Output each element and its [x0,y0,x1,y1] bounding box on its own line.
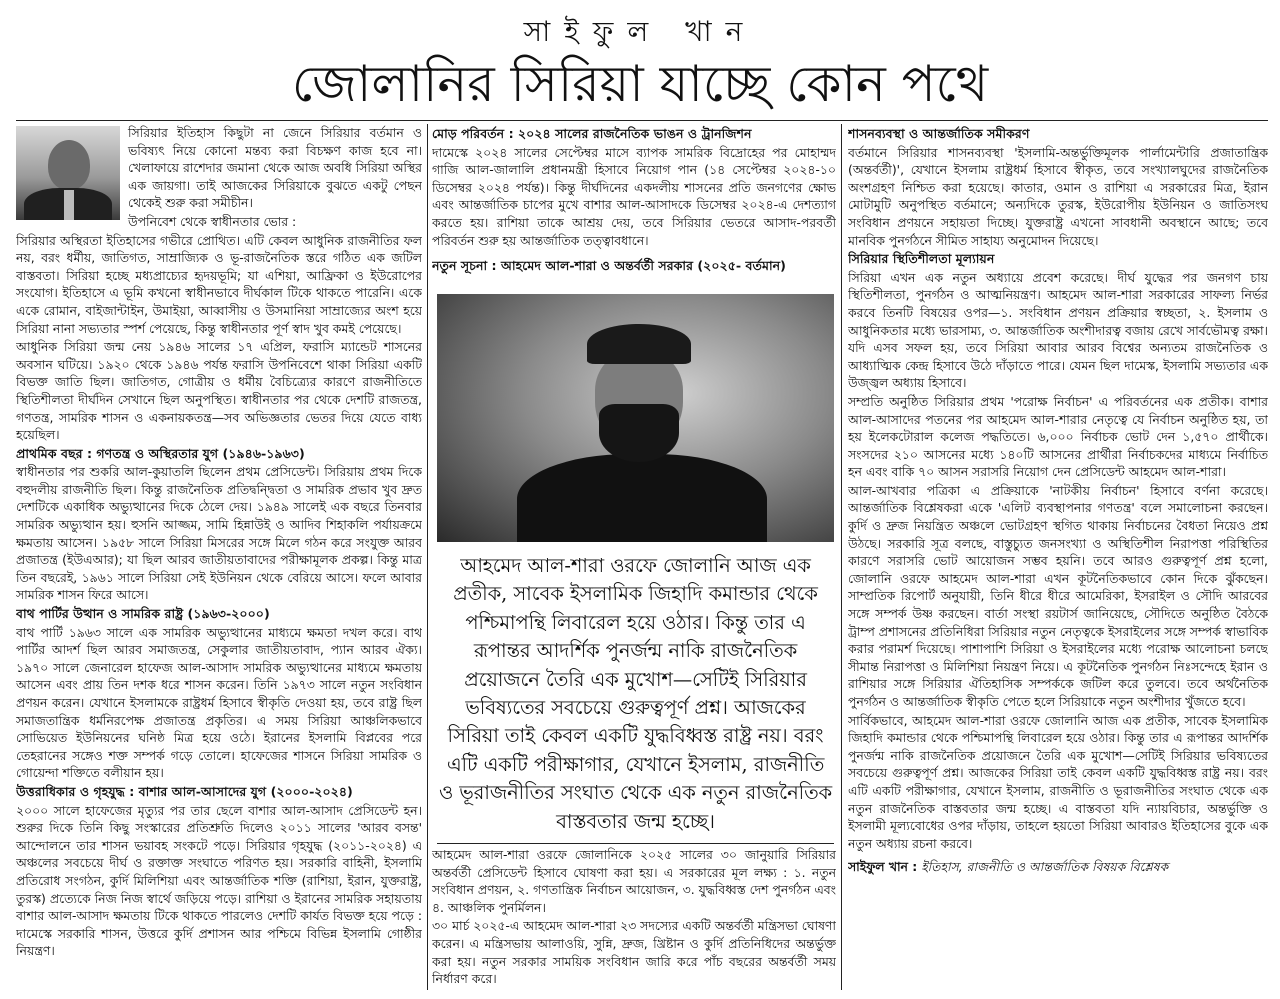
paragraph: সম্প্রতি অনুষ্ঠিত সিরিয়ার প্রথম 'পরোক্ষ নির্বাচন' এ পরিবর্তনের এক প্রতীক। বাশার আল-আসাদের পতনের পর আহমেদ আল-শারার নেতৃত্বে যে নির্বাচন অনুষ্ঠিত হয়, তা হয় ইলেকটোরাল কলেজ পদ্ধতিতে। ৬,০০০ নির্বাচক ভোট দেন ১,৫৭০ প্রার্থীকে। সংসদের ২১০ আসনের মধ্যে ১৪০টি আসনের প্রার্থীরা নির্বাচকদের মাধ্যমে নির্বাচিত হন এবং বাকি ৭০ আসন সরাসরি নিয়োগ দেন প্রেসিডেন্ট আহমেদ আল-শারা। [848,393,1268,480]
paragraph: স্বাধীনতার পর শুকরি আল-কুয়াতলি ছিলেন প্রথম প্রেসিডেন্ট। সিরিয়ায় প্রথম দিকে বহুদলীয় রাজনীতি ছিল। কিন্তু রাজনৈতিক প্রতিদ্বন্দ্বিতা ও সামরিক প্রভাব খুব দ্রুত দেশটিকে একাধিক অভ্যুত্থানের দিকে ঠেলে দেয়। ১৯৪৯ সালেই এক বছরে তিনবার সামরিক অভ্যুত্থান হয়। হুসনি আজ্জম, সামি হিন্নাউই ও আদিব শিহাকলি পর্যায়ক্রমে ক্ষমতায় আসেন। ১৯৫৮ সালে সিরিয়া মিসরের সঙ্গে মিলে গঠন করে সংযুক্ত আরব প্রজাতন্ত্র (ইউএআর); যা ছিল আরব জাতীয়তাবাদের পরীক্ষামূলক প্রকল্প। কিন্তু মাত্র তিন বছরেই, ১৯৬১ সালে সিরিয়া সেই ইউনিয়ন থেকে বেরিয়ে আসে। ফলে আবার সামরিক শাসন ফিরে আসে। [16,464,422,603]
paragraph: আল-আখবার পত্রিকা এ প্রক্রিয়াকে 'নাটকীয় নির্বাচন' হিসাবে বর্ণনা করেছে। আন্তর্জাতিক বিশ্লেষকরা একে 'এলিট ব্যবস্থাপনার গণতন্ত্র' বলে সমালোচনা করছেন। কুর্দি ও দ্রুজ নিয়ন্ত্রিত অঞ্চলে ভোটগ্রহণ স্থগিত থাকায় নির্বাচনের বৈধতা নিয়েও প্রশ্ন উঠছে। সরকারি সূত্র বলছে, বাস্তুচ্যুত জনসংখ্যা ও অস্থিতিশীল নিরাপত্তা পরিস্থিতির কারণে সরাসরি ভোট আয়োজন সম্ভব হয়নি। তবে আরও গুরুত্বপূর্ণ প্রশ্ন হলো, জোলানি ওরফে আহমেদ আল-শারা এখন কূটনৈতিকভাবে কোন দিকে ঝুঁকছেন। সাম্প্রতিক রিপোর্ট অনুযায়ী, তিনি ধীরে ধীরে আমেরিকা, ইসরাইল ও সৌদি আরবের সঙ্গে সম্পর্ক উষ্ণ করছেন। বার্তা সংস্থা রয়টার্স জানিয়েছে, সৌদিতে অনুষ্ঠিত বৈঠকে ট্রাম্প প্রশাসনের প্রতিনিধিরা সিরিয়ার নতুন নেতৃত্বকে ইসরাইলের সঙ্গে সম্পর্ক স্বাভাবিক করার পরামর্শ দিয়েছে। পাশাপাশি সিরিয়া ও ইসরাইলের মধ্যে পরোক্ষ আলোচনা চলছে সীমান্ত নিরাপত্তা ও মিলিশিয়া নিয়ন্ত্রণ নিয়ে। এ কূটনৈতিক পুনর্গঠন নিঃসন্দেহে ইরান ও রাশিয়ার সঙ্গে সিরিয়ার ঐতিহাসিক সম্পর্ককে জটিল করে তুলবে। তবে অর্থনৈতিক পুনর্গঠন ও আন্তর্জাতিক স্বীকৃতি পেতে হলে সিরিয়াকে নতুন অংশীদার খুঁজতে হবে। [848,482,1268,709]
paragraph: ২০০০ সালে হাফেজের মৃত্যুর পর তার ছেলে বাশার আল-আসাদ প্রেসিডেন্ট হন। শুরুর দিকে তিনি কিছু সংস্কারের প্রতিশ্রুতি দিলেও ২০১১ সালের 'আরব বসন্ত' আন্দোলনে তার শাসন ভয়াবহ সংকটে পড়ে। সিরিয়ার গৃহযুদ্ধ (২০১১-২০২৪) এ অঞ্চলের সবচেয়ে দীর্ঘ ও রক্তাক্ত সংঘাতে পরিণত হয়। সরকারি বাহিনী, ইসলামি প্রতিরোধ সংগঠন, কুর্দি মিলিশিয়া এবং আন্তর্জাতিক শক্তি (রাশিয়া, ইরান, যুক্তরাষ্ট্র, তুরস্ক) প্রত্যেকে নিজ নিজ স্বার্থে জড়িয়ে পড়ে। রাশিয়া ও ইরানের সামরিক সহায়তায় বাশার আল-আসাদ ক্ষমতায় টিকে থাকতে পারলেও দেশটি কার্যত বিভক্ত হয়ে পড়ে : দামেস্কে সরকারি শাসন, উত্তরে কুর্দি প্রশাসন আর পশ্চিমে বিভিন্ন ইসলামি গোষ্ঠীর নিয়ন্ত্রণ। [16,802,422,959]
paragraph: সিরিয়ার ইতিহাস কিছুটা না জেনে সিরিয়ার বর্তমান ও ভবিষ্যৎ নিয়ে কোনো মন্তব্য করা বিচক্ষণ কাজ হবে না। খেলাফায়ে রাশেদার জমানা থেকে আজ অবধি সিরিয়া অস্থির এক জায়গা। তাই আজকের সিরিয়াকে বুঝতে একটু পেছন থেকেই শুরু করা সমীচীন। [128,125,422,211]
paragraph: সার্বিকভাবে, আহমেদ আল-শারা ওরফে জোলানি আজ এক প্রতীক, সাবেক ইসলামিক জিহাদি কমান্ডার থেকে পশ্চিমাপন্থি লিবারেল হয়ে ওঠার। কিন্তু তার এ রূপান্তর আদর্শিক পুনর্জন্ম নাকি রাজনৈতিক প্রয়োজনে তৈরি এক মুখোশ—সেটিই সিরিয়ার ভবিষ্যতের সবচেয়ে গুরুত্বপূর্ণ প্রশ্ন। আজকের সিরিয়া তাই কেবল একটি যুদ্ধবিধ্বস্ত রাষ্ট্র নয়। বরং এটি একটি পরীক্ষাগার, যেখানে ইসলাম, রাজনীতি ও ভূরাজনীতির সংঘাত থেকে এক নতুন রাজনৈতিক বাস্তবতার জন্ম হচ্ছে। এ বাস্তবতা যদি ন্যায়বিচার, অন্তর্ভুক্তি ও ইসলামী মূল্যবোধের ওপর দাঁড়ায়, তাহলে হয়তো সিরিয়া আবারও ইতিহাসের বুকে এক নতুন অধ্যায় রচনা করবে। [848,712,1268,851]
column-left [16,124,422,990]
section-heading: সিরিয়ার স্থিতিশীলতা মূল্যায়ন [848,251,995,267]
paragraph: বাথ পার্টি ১৯৬৩ সালে এক সামরিক অভ্যুত্থানের মাধ্যমে ক্ষমতা দখল করে। বাথ পার্টির আদর্শ ছিল আরব সমাজতন্ত্র, সেকুলার জাতীয়তাবাদ, প্যান আরব ঐক্য। ১৯৭০ সালে জেনারেল হাফেজ আল-আসাদ সামরিক অভ্যুত্থানের মাধ্যমে ক্ষমতায় আসেন এবং প্রায় তিন দশক ধরে শাসন করেন। তিনি ১৯৭৩ সালে নতুন সংবিধান প্রণয়ন করেন। যেখানে ইসলামকে রাষ্ট্রধর্ম হিসাবে স্বীকৃতি দেওয়া হয়, তবে রাষ্ট্র ছিল সমাজতান্ত্রিক ধর্মনিরপেক্ষ প্রজাতন্ত্র প্রকৃতির। এ সময় সিরিয়া আঞ্চলিকভাবে সোভিয়েত ইউনিয়নের ঘনিষ্ঠ মিত্র হয়ে ওঠে। ইরানের ইসলামি বিপ্লবের পরে তেহরানের সঙ্গেও শক্ত সম্পর্ক গড়ে তোলে। হাফেজের শাসনে সিরিয়া সামরিক ও গোয়েন্দা শক্তিতে বলীয়ান হয়। [16,624,422,781]
header-divider [16,120,1268,121]
column-divider-left [427,124,428,990]
section-heading: উত্তরাধিকার ও গৃহযুদ্ধ : বাশার আল-আসাদের যুগ (২০০০-২০২৪) [16,783,353,799]
masthead [0,0,1280,120]
paragraph: বর্তমানে সিরিয়ার শাসনব্যবস্থা 'ইসলামি-অন্তর্ভুক্তিমূলক পার্লামেন্টারি প্রজাতান্ত্রিক (অন্তর্বর্তী)', যেখানে ইসলাম রাষ্ট্রধর্ম হিসাবে স্বীকৃত, তবে সংখ্যালঘুদের রাজনৈতিক অংশগ্রহণ নিশ্চিত করা হয়েছে। কাতার, ওমান ও রাশিয়া এ সরকারের মিত্র, ইরান মোটামুটি অনুপস্থিত বর্তমানে; অন্যদিকে তুরস্ক, ইউরোপীয় ইউনিয়ন ও জাতিসংঘ সংবিধান প্রণয়নে সহায়তা দিচ্ছে। যুক্তরাষ্ট্র এখনো সাবধানী অবস্থানে আছে; তবে মানবিক পুনর্গঠনে সীমিত সাহায্য অনুমোদন দিয়েছে। [848,144,1268,248]
section-heading: নতুন সূচনা : আহমেদ আল-শারা ও অন্তর্বর্তী সরকার (২০২৫- বর্তমান) [432,258,786,273]
paragraph: সিরিয়ার অস্থিরতা ইতিহাসের গভীরে প্রোথিত। এটি কেবল আধুনিক রাজনীতির ফল নয়, বরং ধর্মীয়, জাতিগত, সাম্রাজ্যিক ও ভূ-রাজনৈতিক স্তরে গঠিত এক জটিল বাস্তবতা। সিরিয়া হচ্ছে মধ্যপ্রাচ্যের হৃদয়ভূমি; যা এশিয়া, আফ্রিকা ও ইউরোপের সংযোগ। ইতিহাসে এ ভূমি কখনো স্বাধীনভাবে দীর্ঘকাল টিকে থাকতে পারেনি। একে একে রোমান, বাইজান্টাইন, উমাইয়া, আব্বাসীয় ও উসমানিয়া সাম্রাজ্যের অংশ হয়ে সিরিয়া নানা সভ্যতার স্পর্শ পেয়েছে, কিন্তু স্বাধীনতার পূর্ণ স্বাদ খুব কমই পেয়েছে। [16,232,422,336]
section-heading: শাসনব্যবস্থা ও আন্তর্জাতিক সমীকরণ [848,126,1030,141]
author-portrait [16,126,120,220]
section-heading: মোড় পরিবর্তন : ২০২৪ সালের রাজনৈতিক ভাঙন ও ট্রানজিশন [432,126,752,141]
quote-divider [437,843,834,844]
column-divider-right [841,124,842,990]
paragraph: উপনিবেশ থেকে স্বাধীনতার ভোর : [128,213,297,229]
signature-title: ইতিহাস, রাজনীতি ও আন্তর্জাতিক বিষয়ক বিশ্লেষক [921,859,1169,875]
section-heading: প্রাথমিক বছর : গণতন্ত্র ও অস্থিরতার যুগ (১৯৪৬-১৯৬৩) [16,445,305,461]
column-middle-bottom [432,846,836,992]
section-heading: বাথ পার্টির উত্থান ও সামরিক রাষ্ট্র (১৯৬৩-২০০০) [16,606,270,622]
article-photo [437,294,834,542]
paragraph: সিরিয়া এখন এক নতুন অধ্যায়ে প্রবেশ করেছে। দীর্ঘ যুদ্ধের পর জনগণ চায় স্থিতিশীলতা, পুনর্গঠন ও আত্মনিয়ন্ত্রণ। আহমেদ আল-শারা সরকারের সাফল্য নির্ভর করবে তিনটি বিষয়ের ওপর—১. সংবিধান প্রণয়ন প্রক্রিয়ার স্বচ্ছতা, ২. ইসলাম ও আধুনিকতার মধ্যে ভারসাম্য, ৩. আন্তর্জাতিক অংশীদারত্ব বজায় রেখে সার্বভৌমত্ব রক্ষা। যদি এসব সফল হয়, তবে সিরিয়া আবার আরব বিশ্বের অন্যতম রাজনৈতিক ও আধ্যাত্মিক কেন্দ্র হিসাবে উঠে দাঁড়াতে পারে। যেমন ছিল দামেস্ক, ইসলামি সভ্যতার এক উজ্জ্বল অধ্যায় হিসাবে। [848,269,1268,391]
article-headline: জোলানির সিরিয়া যাচ্ছে কোন পথে [291,55,989,113]
signature-name: সাইফুল খান : [848,859,918,875]
column-middle-top [432,124,836,264]
column-middle-heading [432,256,836,292]
author-byline: সাইফুল খান [523,15,757,48]
pull-quote: আহমেদ আল-শারা ওরফে জোলানি আজ এক প্রতীক, সাবেক ইসলামিক জিহাদি কমান্ডার থেকে পশ্চিমাপন্থি লিবারেল হয়ে ওঠার। কিন্তু তার এ রূপান্তর আদর্শিক পুনর্জন্ম নাকি রাজনৈতিক প্রয়োজনে তৈরি এক মুখোশ—সেটিই সিরিয়ার ভবিষ্যতের সবচেয়ে গুরুত্বপূর্ণ প্রশ্ন। আজকের সিরিয়া তাই কেবল একটি যুদ্ধবিধ্বস্ত রাষ্ট্র নয়। বরং এটি একটি পরীক্ষাগার, যেখানে ইসলাম, রাজনীতি ও ভূরাজনীতির সংঘাত থেকে এক নতুন রাজনৈতিক বাস্তবতার জন্ম হচ্ছে। [438,554,833,833]
paragraph: আহমেদ আল-শারা ওরফে জোলানিকে ২০২৫ সালের ৩০ জানুয়ারি সিরিয়ার অন্তর্বর্তী প্রেসিডেন্ট হিসাবে ঘোষণা করা হয়। এ সরকারের মূল লক্ষ্য : ১. নতুন সংবিধান প্রণয়ন, ২. গণতান্ত্রিক নির্বাচন আয়োজন, ৩. যুদ্ধবিধ্বস্ত দেশ পুনর্গঠন এবং ৪. আঞ্চলিক পুনর্মিলন। [432,847,836,915]
paragraph: আধুনিক সিরিয়া জন্ম নেয় ১৯৪৬ সালের ১৭ এপ্রিল, ফরাসি ম্যান্ডেট শাসনের অবসান ঘটিয়ে। ১৯২০ থেকে ১৯৪৬ পর্যন্ত ফরাসি উপনিবেশে থাকা সিরিয়া একটি বিভক্ত জাতি ছিল। জাতিগত, গোত্রীয় ও ধর্মীয় বৈচিত্র্যের কারণে রাজনীতিতে স্থিতিশীলতা দীর্ঘদিন সেখানে ছিল অনুপস্থিত। স্বাধীনতার পর থেকে দেশটি রাজতন্ত্র, গণতন্ত্র, সামরিক শাসন ও একনায়কতন্ত্র—সব অভিজ্ঞতার ভেতর দিয়ে যেতে বাধ্য হয়েছিল। [16,339,422,443]
column-right [848,124,1268,990]
paragraph: ৩০ মার্চ ২০২৫-এ আহমেদ আল-শারা ২৩ সদস্যের একটি অন্তর্বর্তী মন্ত্রিসভা ঘোষণা করেন। এ মন্ত্রিসভায় আলাওয়ি, সুন্নি, দ্রুজ, খ্রিষ্টান ও কুর্দি প্রতিনিধিদের অন্তর্ভুক্ত করা হয়। নতুন সরকার সাময়িক সংবিধান জারি করে পাঁচ বছরের অন্তর্বর্তী সময় নির্ধারণ করে। [432,918,836,987]
author-signature [848,858,1268,876]
paragraph: দামেস্কে ২০২৪ সালের সেপ্টেম্বর মাসে ব্যাপক সামরিক বিদ্রোহের পর মোহাম্মদ গাজি আল-জালালি প্রধানমন্ত্রী হিসাবে নিয়োগ পান (১৪ সেপ্টেম্বর ২০২৪-১০ ডিসেম্বর ২০২৪ পর্যন্ত)। কিন্তু দীর্ঘদিনের একদলীয় শাসনের প্রতি জনগণের ক্ষোভ এবং আন্তর্জাতিক চাপের মুখে বাশার আল-আসাদকে ডিসেম্বর ২০২৪-এ দেশত্যাগ করতে হয়। রাশিয়া তাকে আশ্রয় দেয়, তবে সিরিয়ার ভেতরে আসাদ-পরবর্তী পরিবর্তন শুরু হয় আন্তর্জাতিক তত্ত্বাবধানে। [432,144,836,248]
